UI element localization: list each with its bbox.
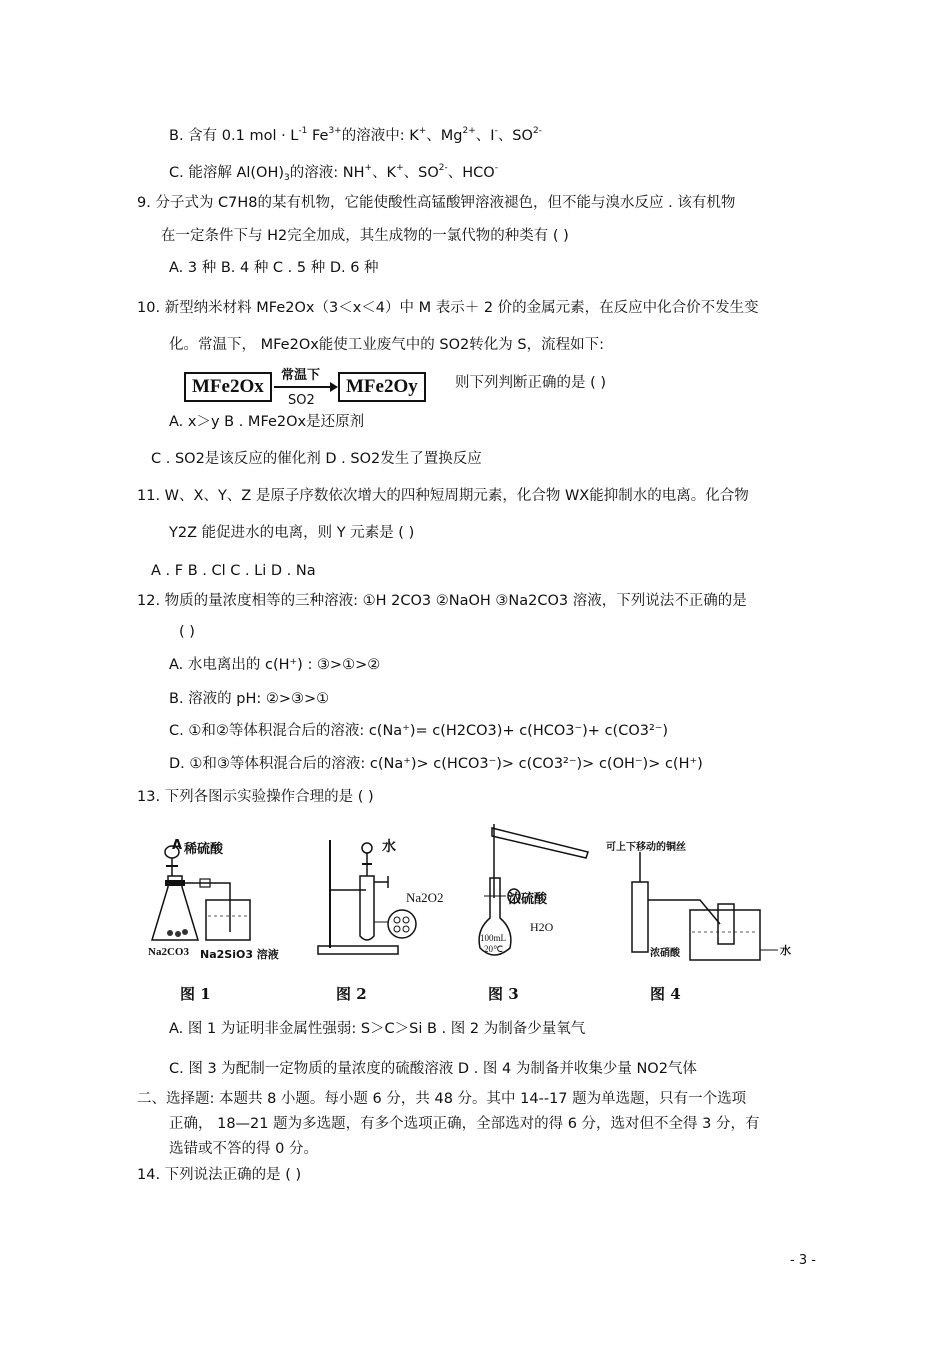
q9-options: A. 3 种 B. 4 种 C . 5 种 D. 6 种	[169, 260, 379, 276]
q10-flow-reagent: SO2	[288, 393, 315, 408]
figure-1-label-na2co3: Na2CO3	[148, 946, 189, 958]
figure-4-label-water: 水	[780, 944, 791, 957]
q10-options-ab: A. x＞y B . MFe2Ox是还原剂	[169, 414, 365, 430]
q10-flow-arrow	[274, 382, 338, 392]
q12-stem-line1: 12. 物质的量浓度相等的三种溶液: ①H 2CO3 ②NaOH ③Na2CO3 溶液，下列说法不正确的是	[137, 593, 747, 609]
section2-instructions-line2: 正确， 18—21 题为多选题，有多个选项正确，全部选对的得 6 分，选对但不全得 3 分，有	[169, 1116, 760, 1132]
q10-flow-condition: 常温下	[281, 368, 321, 383]
figure-2-label-na2o2: Na2O2	[406, 890, 444, 905]
q12-option-d: D. ①和③等体积混合后的溶液: c(Na⁺)> c(HCO3⁻)> c(CO3²⁻)> c(OH⁻)> c(H⁺)	[169, 756, 703, 772]
q12-option-b: B. 溶液的 pH: ②>③>①	[169, 691, 330, 707]
q10-stem-line2: 化。常温下， MFe2Ox能使工业废气中的 SO2转化为 S，流程如下:	[169, 337, 604, 353]
q10-stem-line1: 10. 新型纳米材料 MFe2Ox（3＜x＜4）中 M 表示＋ 2 价的金属元素，在反应中化合价不发生变	[137, 300, 759, 316]
figure-1-label-a: A	[172, 838, 183, 853]
figure-4-apparatus	[600, 832, 800, 972]
q13-figure-4	[600, 832, 800, 972]
figure-4-caption: 图 4	[650, 985, 681, 1003]
section2-instructions-line1: 二、选择题: 本题共 8 小题。每小题 6 分，共 48 分。其中 14--17 题为单选题，只有一个选项	[137, 1091, 747, 1107]
q12-option-c: C. ①和②等体积混合后的溶液: c(Na⁺)= c(H2CO3)+ c(HCO3⁻)+ c(CO3²⁻)	[169, 723, 669, 739]
figure-3-label-volume: 100mL	[480, 933, 506, 943]
figure-2-caption: 图 2	[336, 985, 367, 1003]
q9-stem-line2: 在一定条件下与 H2完全加成，其生成物的一氯代物的种类有 ( )	[161, 228, 569, 244]
figure-1-label-acid: 稀硫酸	[184, 842, 224, 857]
q13-figure-1	[140, 832, 290, 972]
q13-figure-2	[310, 832, 460, 962]
q13-options-ab: A. 图 1 为证明非金属性强弱: S＞C＞Si B . 图 2 为制备少量氧气	[169, 1021, 586, 1037]
section2-instructions-line3: 选错或不答的得 0 分。	[169, 1141, 318, 1157]
q13-options-cd: C. 图 3 为配制一定物质的量浓度的硫酸溶液 D . 图 4 为制备并收集少量 NO2气体	[169, 1061, 697, 1077]
figure-4-label-acid: 浓硝酸	[650, 948, 680, 959]
q12-stem-line2: ( )	[179, 624, 195, 640]
figure-1-caption: 图 1	[180, 985, 211, 1003]
figure-2-label-water: 水	[382, 839, 396, 855]
q9-stem-line1: 9. 分子式为 C7H8的某有机物，它能使酸性高锰酸钾溶液褪色，但不能与溴水反应 . 该有机物	[137, 195, 736, 211]
figure-3-label-acid: 浓硫酸	[508, 892, 548, 907]
q11-stem-line1: 11. W、X、Y、Z 是原子序数依次增大的四种短周期元素，化合物 WX能抑制水的电离。化合物	[137, 488, 749, 504]
q14-stem: 14. 下列说法正确的是 ( )	[137, 1167, 302, 1183]
q8-option-b: B. 含有 0.1 mol · $L^{-1}$ $Fe^{3+}$的溶液中: K+、$Mg^{2+}$、I-、$SO^{2-}$	[169, 126, 542, 144]
figure-4-label-copper: 可上下移动的铜丝	[606, 842, 686, 853]
figure-1-label-na2sio3: Na2SiO3 溶液	[200, 948, 279, 961]
q13-stem: 13. 下列各图示实验操作合理的是 ( )	[137, 789, 374, 805]
figure-3-label-temp: 20℃	[484, 944, 504, 954]
q12-option-a: A. 水电离出的 c(H⁺) : ③>①>②	[169, 657, 381, 673]
page-number: - 3 -	[790, 1253, 816, 1268]
q13-figure-3	[470, 818, 600, 968]
q10-options-cd: C . SO2是该反应的催化剂 D . SO2发生了置换反应	[151, 451, 482, 467]
figure-3-caption: 图 3	[488, 985, 519, 1003]
q10-flow-product-box: MFe2Oy	[338, 372, 426, 402]
q10-stem-line3: 则下列判断正确的是 ( )	[455, 375, 607, 391]
q8-option-c: C. 能溶解 $Al(OH)_3$的溶液: NH+、K+、$SO^{2-}$、HCO-	[169, 163, 498, 183]
q11-stem-line2: Y2Z 能促进水的电离，则 Y 元素是 ( )	[169, 525, 415, 541]
figure-3-label-water: H2O	[530, 920, 554, 934]
q10-flow-reactant-box: MFe2Ox	[184, 372, 272, 402]
q11-options: A . F B . Cl C . Li D . Na	[151, 563, 316, 579]
